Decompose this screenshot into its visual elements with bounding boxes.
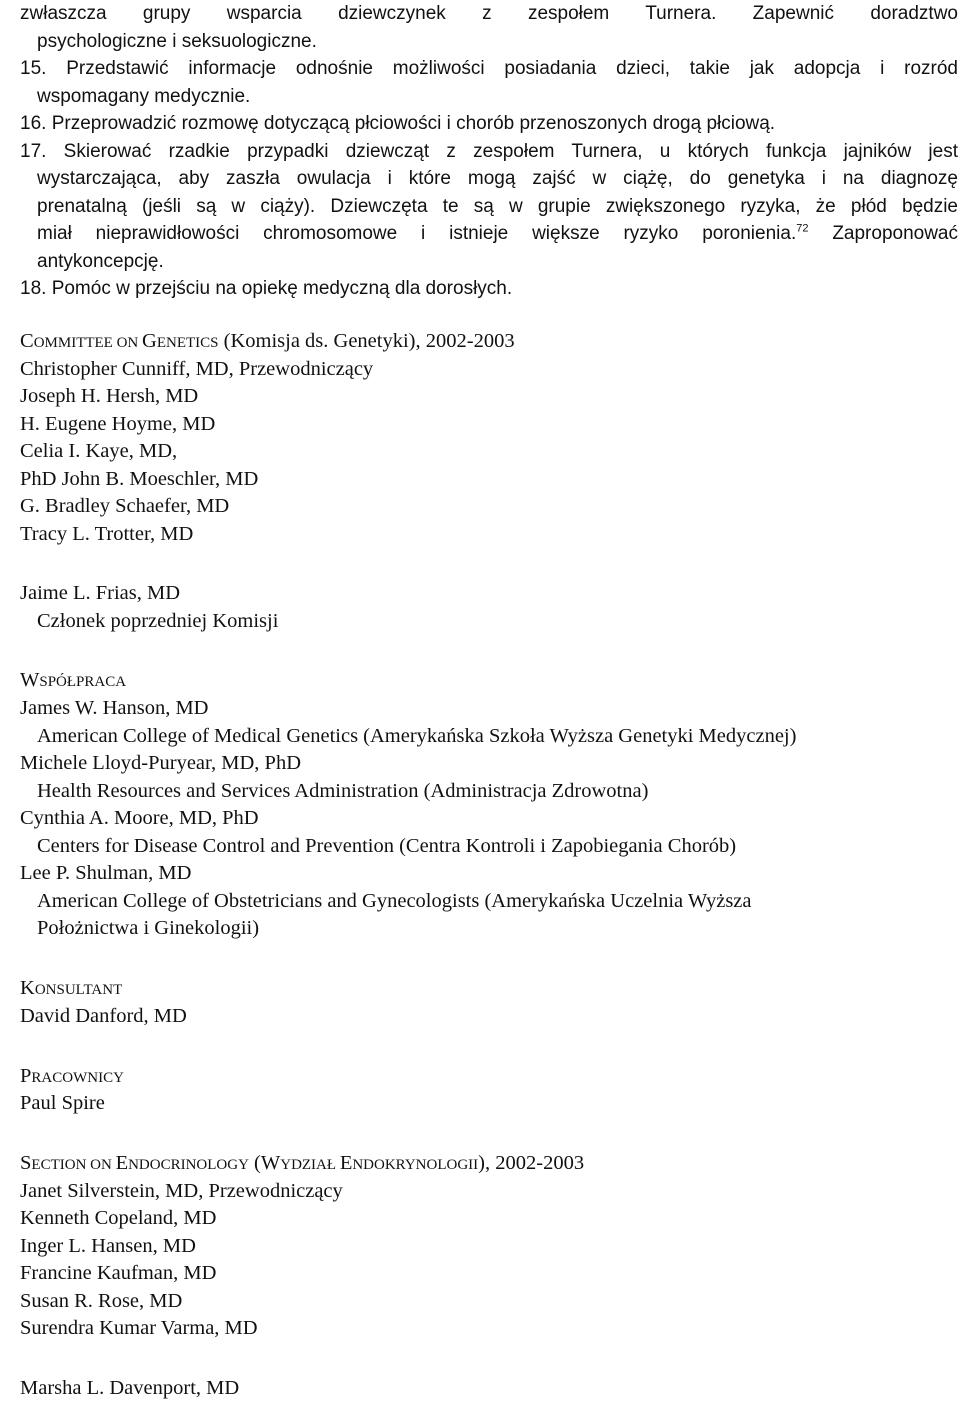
list-item-15: 15. Przedstawić informacje odnośnie możliwości posiadania dzieci, takie jak adopcja i rozród bbox=[20, 58, 958, 79]
heading-cap: K bbox=[20, 977, 35, 999]
liaison-name: Cynthia A. Moore, MD, PhD bbox=[20, 807, 259, 829]
committee-heading bbox=[20, 328, 515, 358]
endocrinology-heading bbox=[20, 1150, 584, 1180]
footnote-ref: 72 bbox=[796, 222, 809, 235]
list-text-line: zwłaszcza grupy wsparcia dziewczynek z zespołem Turnera. Zapewnić doradztwo bbox=[20, 3, 958, 24]
list-item-17: 17. Skierować rzadkie przypadki dziewcząt z zespołem Turnera, u których funkcja jajników jest bbox=[20, 140, 958, 162]
heading-cap: W bbox=[260, 1152, 281, 1174]
section-member: Susan R. Rose, MD bbox=[20, 1290, 183, 1312]
former-member-role: Członek poprzedniej Komisji bbox=[37, 610, 279, 632]
list-text-line: antykoncepcję. bbox=[37, 250, 164, 272]
heading-smallcaps: SPÓŁPRACA bbox=[39, 674, 127, 690]
heading-cap: P bbox=[20, 1065, 32, 1087]
section-member: Surendra Kumar Varma, MD bbox=[20, 1317, 258, 1339]
heading-rest: ( bbox=[248, 1152, 261, 1174]
list-text-line: wystarczająca, aby zaszła owulacja i które mogą zajść w ciążę, do genetyka i na diagnozę bbox=[37, 168, 958, 189]
section-member: Francine Kaufman, MD bbox=[20, 1262, 217, 1284]
liaison-org: Health Resources and Services Administration (Administracja Zdrowotna) bbox=[37, 780, 649, 802]
list-item-16: 16. Przeprowadzić rozmowę dotyczącą płciowości i chorób przenoszonych drogą płciową. bbox=[20, 113, 776, 134]
heading-cap: S bbox=[20, 1152, 32, 1174]
liaison-name: Lee P. Shulman, MD bbox=[20, 862, 192, 884]
committee-member: G. Bradley Schaefer, MD bbox=[20, 495, 230, 517]
section-member: Janet Silverstein, MD, Przewodniczący bbox=[20, 1180, 343, 1202]
committee-member: PhD John B. Moeschler, MD bbox=[20, 468, 259, 490]
committee-member: H. Eugene Hoyme, MD bbox=[20, 413, 216, 435]
heading-cap: C bbox=[20, 330, 34, 352]
heading-cap: W bbox=[20, 669, 40, 691]
heading-rest: (Komisja ds. Genetyki), 2002-2003 bbox=[218, 330, 515, 352]
heading-smallcaps: NDOKRYNOLOGII bbox=[352, 1157, 479, 1173]
former-member-name: Jaime L. Frias, MD bbox=[20, 582, 180, 604]
liaison-org: Położnictwa i Ginekologii) bbox=[37, 917, 260, 939]
heading-smallcaps: NDOCRINOLOGY bbox=[128, 1157, 249, 1173]
heading-cap: G bbox=[142, 330, 157, 352]
committee-member: Joseph H. Hersh, MD bbox=[20, 385, 199, 407]
heading-cap: E bbox=[339, 1152, 353, 1174]
liaison-name: Michele Lloyd-Puryear, MD, PhD bbox=[20, 752, 302, 774]
heading-smallcaps: ENETICS bbox=[156, 335, 219, 351]
list-text-line bbox=[20, 220, 958, 248]
committee-member: Celia I. Kaye, MD, bbox=[20, 440, 178, 462]
list-item-18: 18. Pomóc w przejściu na opiekę medyczną dla dorosłych. bbox=[20, 278, 513, 299]
consultant-name: David Danford, MD bbox=[20, 1005, 187, 1027]
liaison-org: American College of Medical Genetics (Amerykańska Szkoła Wyższa Genetyki Medycznej) bbox=[37, 725, 797, 747]
list-text-line: prenatalną (jeśli są w ciąży). Dziewczęta te są w grupie zwiększonego ryzyka, że płód będzie bbox=[37, 195, 958, 217]
committee-member: Christopher Cunniff, MD, Przewodniczący bbox=[20, 358, 374, 380]
liaison-org: Centers for Disease Control and Prevention (Centra Kontroli i Zapobiegania Chorób) bbox=[37, 835, 737, 857]
section-member: Kenneth Copeland, MD bbox=[20, 1207, 217, 1229]
heading-smallcaps: ECTION ON bbox=[31, 1157, 116, 1173]
staff-name: Paul Spire bbox=[20, 1092, 105, 1114]
staff-heading bbox=[20, 1063, 124, 1093]
heading-smallcaps: RACOWNICY bbox=[31, 1070, 124, 1086]
heading-smallcaps: ONSULTANT bbox=[34, 982, 123, 998]
heading-cap: E bbox=[115, 1152, 129, 1174]
committee-member: Tracy L. Trotter, MD bbox=[20, 523, 194, 545]
heading-smallcaps: YDZIAŁ bbox=[280, 1157, 340, 1173]
list-text-line: psychologiczne i seksuologiczne. bbox=[37, 30, 317, 52]
liaison-heading bbox=[20, 667, 126, 697]
list-text-fragment: Zaproponować bbox=[808, 223, 959, 244]
list-text-fragment: miał nieprawidłowości chromosomowe i istnieje większe ryzyko poronienia. bbox=[37, 223, 797, 244]
list-text-line: wspomagany medycznie. bbox=[37, 85, 251, 107]
heading-rest: ), 2002-2003 bbox=[478, 1152, 585, 1174]
heading-smallcaps: OMMITTEE ON bbox=[33, 335, 143, 351]
liaison-name: James W. Hanson, MD bbox=[20, 697, 209, 719]
liaison-org: American College of Obstetricians and Gynecologists (Amerykańska Uczelnia Wyższa bbox=[37, 890, 752, 912]
section-member: Inger L. Hansen, MD bbox=[20, 1235, 196, 1257]
consultant-heading bbox=[20, 975, 122, 1005]
section-member-last: Marsha L. Davenport, MD bbox=[20, 1377, 240, 1399]
